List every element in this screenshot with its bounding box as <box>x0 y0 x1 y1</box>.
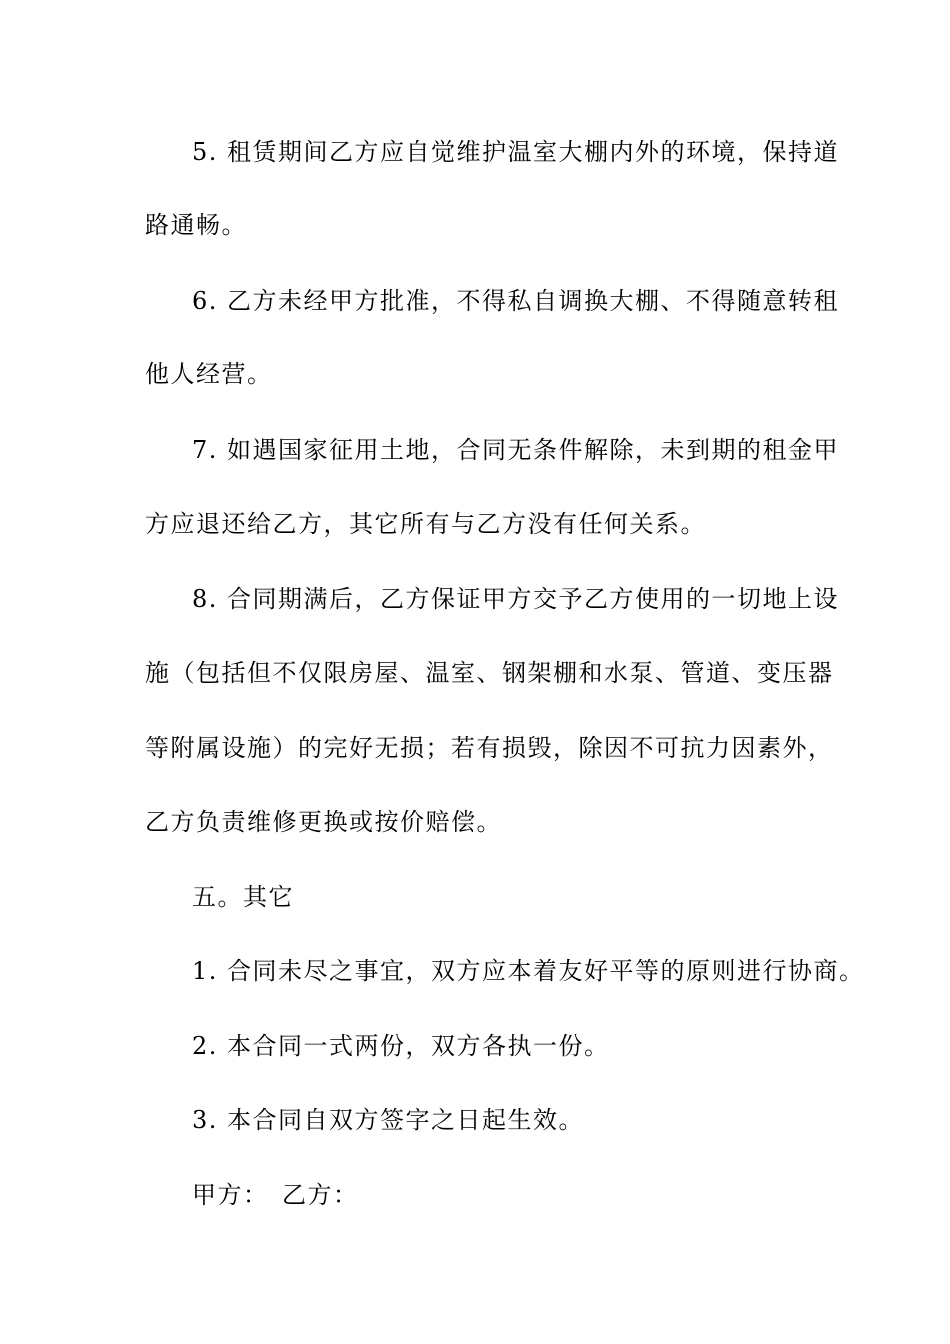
clause-6-line-2: 他人经营。 <box>145 360 273 388</box>
section-5-heading: 五。其它 <box>192 883 294 911</box>
signature-line: 甲方： 乙方： <box>192 1181 359 1209</box>
clause-8-line-1: 8. 合同期满后，乙方保证甲方交予乙方使用的一切地上设 <box>192 585 840 613</box>
clause-5-line-2: 路通畅。 <box>145 211 247 239</box>
clause-7-line-2: 方应退还给乙方，其它所有与乙方没有任何关系。 <box>145 510 706 538</box>
clause-8-line-2: 施（包括但不仅限房屋、温室、钢架棚和水泵、管道、变压器 <box>145 659 834 687</box>
clause-7-line-1: 7. 如遇国家征用土地，合同无条件解除，未到期的租金甲 <box>192 436 840 464</box>
clause-8-line-4: 乙方负责维修更换或按价赔偿。 <box>145 808 502 836</box>
other-clause-2: 2. 本合同一式两份，双方各执一份。 <box>192 1032 610 1060</box>
clause-8-line-3: 等附属设施）的完好无损；若有损毁，除因不可抗力因素外， <box>145 734 834 762</box>
clause-6-line-1: 6. 乙方未经甲方批准，不得私自调换大棚、不得随意转租 <box>192 287 840 315</box>
clause-5-line-1: 5. 租赁期间乙方应自觉维护温室大棚内外的环境，保持道 <box>192 138 840 166</box>
other-clause-3: 3. 本合同自双方签字之日起生效。 <box>192 1106 585 1134</box>
other-clause-1: 1. 合同未尽之事宜，双方应本着友好平等的原则进行协商。 <box>192 957 865 985</box>
